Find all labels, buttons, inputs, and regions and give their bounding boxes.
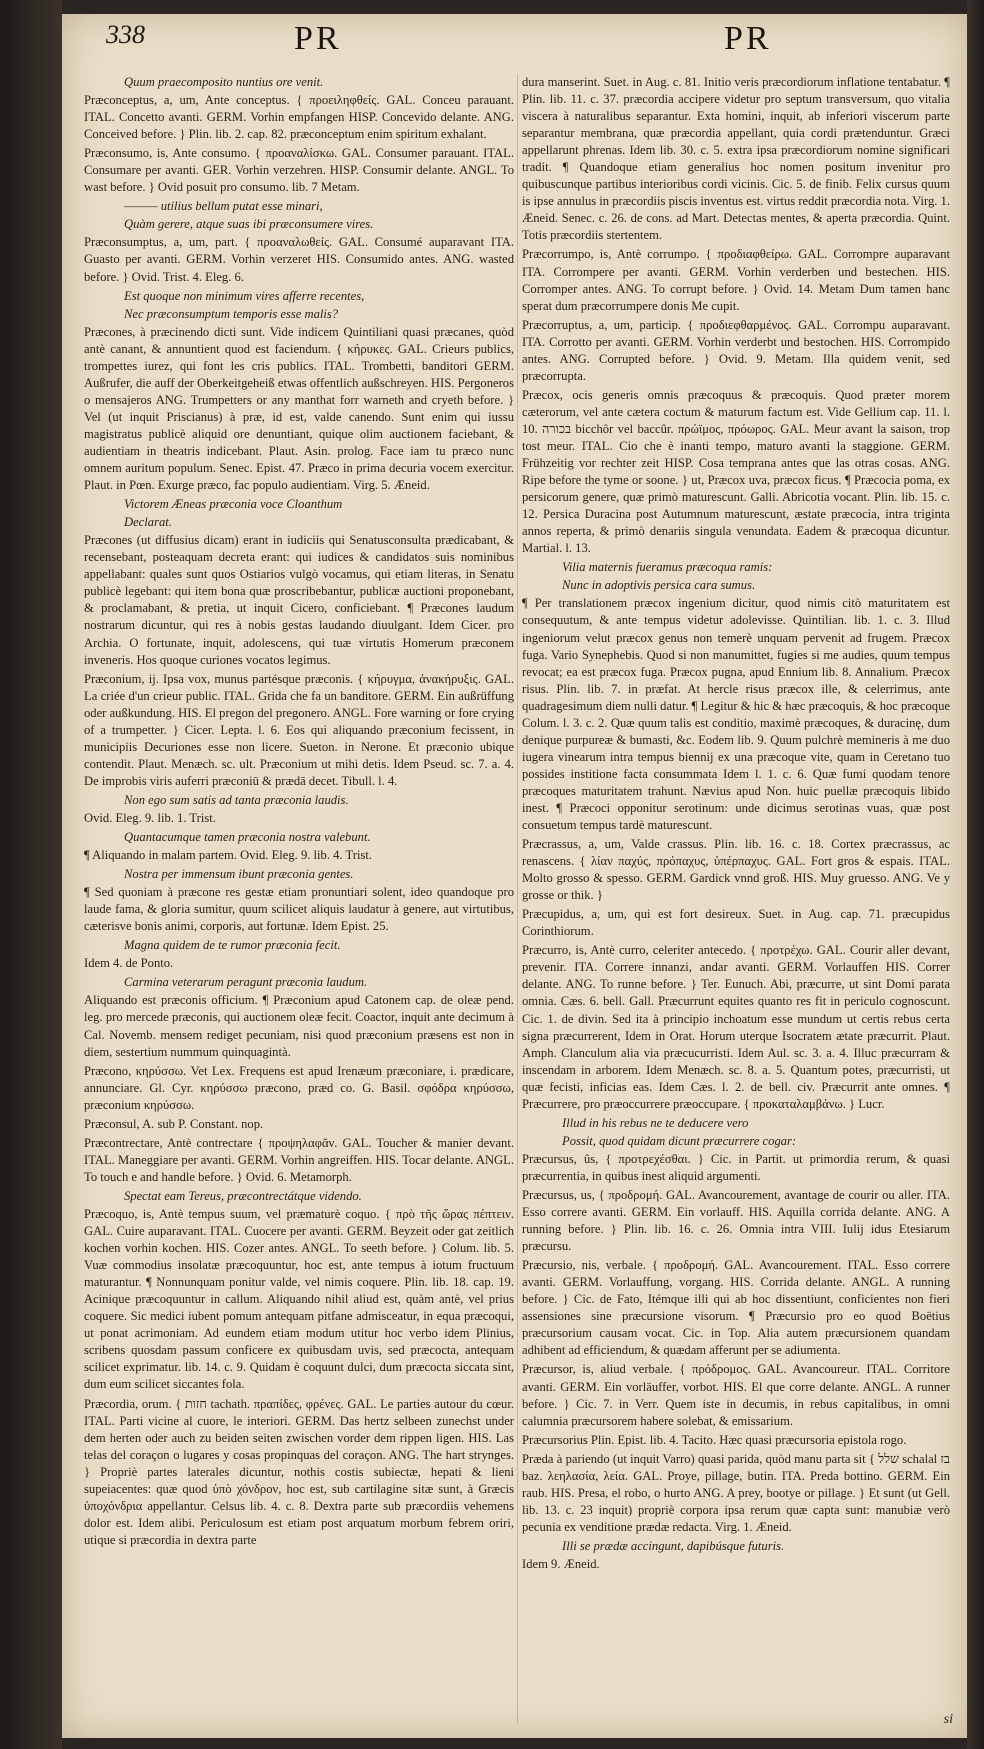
left-column [84,74,514,1724]
dictionary-entry: Præconsul, A. sub P. Constant. nop. [84,1116,264,1131]
dictionary-entry: ¶ Sed quoniam à præcone res gestæ etiam pronuntiari solent, ideo quandoque pro laude fama, & gloria sumitur, quum scilicet aliquis laudatur à genere, aut virtutibus, cæterisve bonis animi, corporis, aut fortunæ. Idem Epist. 25. [84,885,514,934]
verse-quotation: Non ego sum satis ad tanta præconia laudis. [124,792,349,807]
signature-mark: si [943,1712,953,1727]
verse-quotation: Declarat. [124,515,172,530]
verse-quotation: Quantacumque tamen præconia nostra valebunt. [124,830,371,845]
verse-quotation: Quàm gerere, atque suas ibi præconsumere vires. [124,217,374,232]
dictionary-entry: dura manserint. Suet. in Aug. c. 81. Initio veris præcordiorum inflatione tentabatur. ¶ Plin. lib. 11. c. 37. præcordia accipere videtur pro septum transversum, quo vitalia viscera à naturalibus separantur. Exta homini, inquit, ab inferiori viscerum parte separantur membrana, quæ præcordia appellant, quia cordi prætenduntur. Græci appellarunt phrenas. Idem lib. 30. c. 5. extra ipsa præcordiorum nomine significari tradit. ¶ Quandoque etiam generalius hoc nomen positum invenitur pro quibuscunque partibus interioribus cordi vicinis. Cic. 5. de finib. Felix cursus quum is ipse annulus in præcordiis piscis inventus est. virtus reddit præcordia nota. Virg. 1. Æneid. Senec. c. 26. de cons. ad Mart. Detectas mentes, & aperta præcordia. Quint. Totis præcordiis stertentem. [522,75,950,243]
dictionary-entry: Præcox, ocis generis omnis præcoquus & præcoquis. Quod præter morem cæterorum, vel ante cætera coctum & maturum factum est. Vide Gellium cap. 11. l. 10. בכורה bicchôr vel baccûr. πρώϊμος, πρόωρος. GAL. Meur avant la saison, trop tost meur. ITAL. Cio che è inanti tempo, maturo avanti la staggione. GERM. Frühzeitig vor rechter zeit HISP. Cosa temprana antes que las otras cosas. ANG. Ripe before the tyme or soone. } ut, Præcox uva, præcox ficus. ¶ Præcocia poma, ex persicorum genere, quæ primò maturescunt. Galli. Abricotia vocant. Plin. lib. 15. c. 12. Persica Duracina post Autumnum maturescunt, æstate præcocia, intra triginta annos reperta, & primò denariis singula venundata. Eadem & præcoqua dicuntur. Martial. l. 13. [522,387,950,556]
dictionary-entry: Præconceptus, a, um, Ante conceptus. { προειληφθείς. GAL. Conceu parauant. ITAL. Concetto avanti. GERM. Vorhin empfangen HISP. Concevido delante. ANG. Conceived before. } Plin. lib. 2. cap. 82. præconceptum enim spiritum exhalant. [84,93,514,142]
verse-quotation: Vilia maternis fueramus præcoqua ramis: [562,560,773,575]
dictionary-entry: ¶ Per translationem præcox ingenium dicitur, quod nimis citò maturitatem est consequutum, & ante tempus videtur adolevisse. Quintilian. lib. 1. c. 3. Illud ingeniorum velut præcox genus non temerè unquam pervenit ad frugem. Præcox fuga. Vario Synephebis. Quod si non manumittet, fugies si me audies, quum tempus revocat; ea est præcox fuga. Præcox pugna, apud Ennium lib. 8. Annalium. Præcox risus. Plin. lib. 7. in præfat. At hercle risus præcox ille, & celerrimus, ante quadragesimum diem nulli datur. ¶ Legitur & hic & hæc præcoquis, & hoc præcoque Colum. l. 3. c. 2. Quæ quum talis est conditio, maximè præcoques, & duracinę, dum denique purpureæ & bumasti, &c. Eodem lib. 9. Quum pulchrè memineris à me duo iugera vinearum intra tempus biennij ex una præcoque vite, quam in Ceretano tuo possides institione facta consummata Idem l. 1. c. 6. Quæ fumi quodam tenore præcoques maturitatem trahunt. Nævius apud Non. huic puellæ præcoquis libido inest. ¶ Præcoci opponitur serotinum: unde dicimus serotinas vuas, quæ post consuetum tempus tardè maturescunt. [522,596,950,833]
dictionary-entry: Præconium, ij. Ipsa vox, munus partésque præconis. { κήρυγμα, ἀνακήρυξις. GAL. La criée d'un crieur public. ITAL. Grida che fa un banditore. GERM. Ein außrüffung oder außkundung. HIS. El pregon del pregonero. ANGL. Fore warning or fore crying of a trumpetter. } Cicer. Lepta. l. 6. Eos qui aliquando præconium fecissent, in municipiis Decuriones esse non licere. Sueton. in Nerone. Et præconio ubique contendit. Plaut. Menæch. sc. ult. Præconium ut mihi detis. Idem Pseud. sc. 7. a. 4. De improbis viris auferri præconiū & prædā decet. Tibull. l. 4. [84,671,514,788]
verse-quotation: Spectat eam Tereus, præcontrectátque videndo. [124,1188,362,1203]
verse-quotation: Quum praecomposito nuntius ore venit. [124,75,324,89]
dictionary-entry: Idem 4. de Ponto. [84,956,174,971]
dictionary-entry: Aliquando est præconis officium. ¶ Præconium apud Catonem cap. de oleæ pend. leg. pro mercede præconis, qui auctionem oleæ fecit. Coactor, inquit ante decimum à Cal. Novemb. mensem rediget pecuniam, nisi quod præconium præsens est non in diem, sestertium nummum quinquagintà. [84,993,514,1059]
dictionary-entry: Præcupidus, a, um, qui est fort desireux. Suet. in Aug. cap. 71. præcupidus Corinthiorum. [522,907,950,939]
column-divider [517,74,518,1724]
dictionary-entry: Præcones (ut diffusius dicam) erant in iudiciis qui Senatusconsulta prædicabant, & recensebant, posteaquam decreta erant: qui iudices & candidatos suis nominibus appellabant: quales sunt quos Ostiarios vulgò vocamus, qui etiam literas, in Senatu publicè legebant: qui item bona quæ proscribebantur, publicæ auctioni proponebant, & proclamabant, & pretia, ut inquit Cicero, conficiebant. ¶ Præcones laudum nostrarum dicuntur, qui res à nobis gestas laudando diuulgant. Idem Cicer. pro Archia. O fortunate, inquit, adolescens, qui tuæ virtutis Homerum præconem inveneris. Hos quoque curiones vocatos legimus. [84,533,514,667]
verse-quotation: Nunc in adoptivis persica cara sumus. [562,578,756,593]
dictionary-entry: Præcursus, ûs, { προτρεχέσθαι. } Cic. in Partit. ut primordia rerum, & quasi præcurrentia, in quibus inest aliquid argumenti. [522,1151,950,1183]
verse-quotation: Carmina veterarum peragunt præconia laudum. [124,975,368,990]
verse-quotation: Nostra per immensum ibunt præconia gentes. [124,867,354,882]
running-head-left: PR [294,20,342,57]
dictionary-entry: Præcursor, is, aliud verbale. { πρόδρομος. GAL. Avancoureur. ITAL. Corritore avanti. GERM. Ein vorläuffer, vorbot. HIS. El que corre delante. ANGL. A runner before. } Cic. 7. in Verr. Quem iste in decumis, in rebus capitalibus, in omni calumnia præcursorem habere solebat, & emissarium. [522,1362,950,1428]
dictionary-entry: Præcones, à præcinendo dicti sunt. Vide indicem Quintiliani quasi præcanes, quòd antè canant, & annuntient quod est faciendum. { κήρυκες. GAL. Crieurs publics, trompettes iurez, qui font les cris publics. ITAL. Trombetti, banditori GERM. Außrufer, die auff der Oberkeitgeheiß etwas offentlich außschreyen. HIS. Pergoneros o mensajeros ANG. Trumpetters or any manthat forr warneth and cryeth before. } Vel (ut inquit Priscianus) à præ, id est, valde canendo. Sunt enim qui iussu magistratus publicè aliquid ore denuntiant, quique olim auctionem faciebant, & audientiam in theatris indicebant. Plaut. Asin. prolog. Face iam tu præco nunc omnem auritum populum. Senec. Epist. 47. Præco in prima decuria vocem exercitur. Plaut. in Pœn. Exurge præco, fac populo audientiam. Virg. 5. Æneid. [84,324,514,493]
running-head-right: PR [724,20,772,57]
dictionary-entry: Præcorruptus, a, um, particip. { προδιεφθαρμένος. GAL. Corrompu auparavant. ITA. Corrotto per avanti. GERM. Vorhin verderbt und bestochen. HIS. Corrompido antes. ANG. Corrupted before. } Ovid. 9. Metam. Illa quidem venit, sed præcorrupta. [522,317,950,383]
dictionary-entry: Præcurro, is, Antè curro, celeriter antecedo. { προτρέχω. GAL. Courir aller devant, prevenir. ITA. Correre innanzi, andar avanti. GERM. Vorlauffen HIS. Correr delante. ANG. To runne before. } Ter. Eunuch. Abi, præcurre, ut sint Domi parata omnia. Cæs. 6. bell. Gall. Præcurrunt equites quanto res fit in periculo cognoscunt. Cic. 1. de divin. Sed ita à principio inchoatum esse mundum ut certis rebus certa signa præcurrerent, Idem in Orat. Horum uterque Isocratem ætate præcurrit. Plaut. Amph. Clanculum alia via præcucurristi. Idem Aul. sc. 3. a. 4. Illuc præcurram & inscendam in arborem. Idem Menæch. sc. 8. a. 5. Quantum potes, præcurristi, ut quæ fecisti, inficias eas. Idem Cæs. l. 2. de bell. civ. Præcurrit ante omnes. ¶ Præcurrere, pro præoccurrere præoccupare. { προκαταλαμβάνω. } Lucr. [522,943,950,1111]
dictionary-entry: Præcursus, us, { προδρομή. GAL. Avancourement, avantage de courir ou aller. ITA. Esso correre avanti. GERM. Ein vorlauff. HIS. Aquilla corrida delante. ANG. A running before. } Plin. lib. 16. c. 26. Omnia intra VIII. Iulij idus Etesiarum præcursu. [522,1188,950,1254]
verse-quotation: Magna quidem de te rumor præconia fecit. [124,938,341,953]
dictionary-entry: Præcoquo, is, Antè tempus suum, vel præmaturè coquo. { πρὸ τῆς ὥρας πέπτειν. GAL. Cuire auparavant. ITAL. Cuocere per avanti. GERM. Beyzeit oder gat zeitlich kochen vorhin kochen. HIS. Cozer antes. ANGL. To seeth before. } Colum. lib. 5. Vuæ commodius insolatæ præcoquuntur, hoc est, ante tempus à iotum fructuum maturantur. ¶ Nonnunquam ponitur valde, vel nimis coquere. Plin. lib. 18. cap. 19. Acinique præcoquuntur in callum. Aliquando nihil aliud est, quàm antè, vel prius coquere. Sic medici iubent pomum antequam pitfane admisceatur, in equa præcoqui, ut ponat acrimoniam. Ad eundem etiam modum utitur hoc verbo idem Plinius, scribens quosdam passum conficere ex quibusdam uvis, sed præcocta, antequam scilicet exprimatur. lib. 14. c. 9. Quidam è coquunt dulci, dum præcocta siccata sint, dum eum scilicet siccantes fola. [84,1207,514,1392]
dictionary-entry: Præcursorius Plin. Epist. lib. 4. Tacito. Hæc quasi præcursoria epistola rogo. [522,1432,907,1447]
dictionary-entry: Idem 9. Æneid. [522,1556,600,1571]
dictionary-entry: Præconsumptus, a, um, part. { προαναλωθείς. GAL. Consumé auparavant ITA. Guasto per avanti. GERM. Vorhin verzeret HIS. Consumido antes. ANG. wasted before. } Ovid. Trist. 4. Eleg. 6. [84,235,514,284]
dictionary-entry: ¶ Aliquando in malam partem. Ovid. Eleg. 9. lib. 4. Trist. [84,848,373,863]
dictionary-entry: Præcontrectare, Antè contrectare { προψηλαφᾶν. GAL. Toucher & manier devant. ITAL. Maneggiare per avanti. GERM. Vorhin angreiffen. HIS. Tocar delante. ANGL. To touch e and handle before. } Ovid. 6. Metamorph. [84,1135,514,1184]
dictionary-page [62,14,967,1738]
verse-quotation: Possit, quod quidam dicunt præcurrere cogar: [562,1133,797,1148]
verse-quotation: Nec præconsumptum temporis esse malis? [124,306,339,321]
verse-quotation: Illi se prædæ accingunt, dapibúsque futuris. [562,1538,785,1553]
dictionary-entry: Præconsumo, is, Ante consumo. { προαναλίσκω. GAL. Consumer parauant. ITAL. Consumare per avanti. GER. Vorhin verzehren. HISP. Consumir delante. ANGL. To wast before. } Ovid posuit pro consumo. lib. 7 Metam. [84,146,514,195]
dictionary-entry: Præcursio, nis, verbale. { προδρομή. GAL. Avancourement. ITAL. Esso correre avanti. GERM. Vorlauffung, vorgang. HIS. Corrida delante. ANGL. A running before. } Cic. de Fato, Itémque illi qui ab hoc dissentiunt, conficientes non fieri assensiones sine præcursione visorum. ¶ Præcursio pro eo quod Boëtius præcursorium causam vocat. Cic. in Top. Alia autem præcursionem quandam adhibent ad efficiendum, & quædam afferunt per se adiumenta. [522,1258,950,1358]
page-number: 338 [106,20,145,49]
verse-quotation: Est quoque non minimum vires afferre recentes, [124,288,365,303]
verse-quotation: Victorem Æneas præconia voce Cloanthum [124,497,343,512]
right-column [522,74,950,1724]
dictionary-entry: Præcrassus, a, um, Valde crassus. Plin. lib. 16. c. 18. Cortex præcrassus, ac renascens. { λίαν παχύς, πρόπαχυς, ὑπέρπαχυς. GAL. Fort gros & espais. ITAL. Molto grosso & spesso. GERM. Gardick vnnd groß. HIS. Muy gruesso. ANG. Ve y grosse or thik. } [522,837,950,903]
verse-quotation: ——— utilius bellum putat esse minari, [124,199,323,214]
dictionary-entry: Præcorrumpo, is, Antè corrumpo. { προδιαφθείρω. GAL. Corrompre auparavant ITA. Corrompere per avanti. GERM. Vorhin verderben und bestechen. HIS. Corromper antes. ANG. To corrupt before. } Ovid. 14. Metam Dum tamen hanc sperat dum præcorrumpere donis Me cupit. [522,247,950,313]
verse-quotation: Illud in his rebus ne te deducere vero [562,1115,749,1130]
book-edge-right [967,0,984,1749]
dictionary-entry: Præcordia, orum. { חזות tachath. πραπίδες, φρένες. GAL. Le parties autour du cœur. ITAL. Parti vicine al cuore, le interiori. GERM. Das hertz selbeen zunechst under dem herten oder auch zu beiden seiten zwischen vorder dem rippen ligen. HIS. Las telas del coraçon o lugares y cosas propinquas del coraçon. ANG. The hart strynges. } Propriè partes laterales dicuntur, nothis costis subiectæ, hepati & lieni supeiacentes: quæ quod ὑπὸ χόνδρον, hoc est, sub cartilagine sitæ sunt, à Græcis ὑποχόνδρια appellantur. Celsus lib. 4. c. 8. Dextra parte sub præcordiis vehemens dolor est. Idem alibi. Periculosum est etiam post arquatum morbum febrem oriri, utique si præcordia in dextra parte [84,1396,514,1547]
book-gutter-left [0,0,62,1749]
dictionary-entry: Ovid. Eleg. 9. lib. 1. Trist. [84,810,216,825]
dictionary-entry: Præda à pariendo (ut inquit Varro) quasi parida, quòd manu parta sit { שלל schalal בז baz. λεηλασία, λεία. GAL. Proye, pillage, butin. ITA. Preda bottino. GERM. Ein raub. HIS. Presa, el robo, o hurto ANG. A prey, bootye or pillage. } Et sunt (ut Gell. lib. 13. c. 23 inquit) propriè corpora ipsa rerum quæ capta sunt: manubiæ verò pecunia ex venditione prædæ redacta. Virg. 1. Æneid. [522,1451,950,1534]
dictionary-entry: Præcono, κηρύσσω. Vet Lex. Frequens est apud Irenæum præconiare, i. prædicare, annunciare. Gl. Cyr. κηρύσσω præcono, præd co. G. Basil. σφόδρα κηρύσσω, præconium κηρύσσω. [84,1063,514,1112]
